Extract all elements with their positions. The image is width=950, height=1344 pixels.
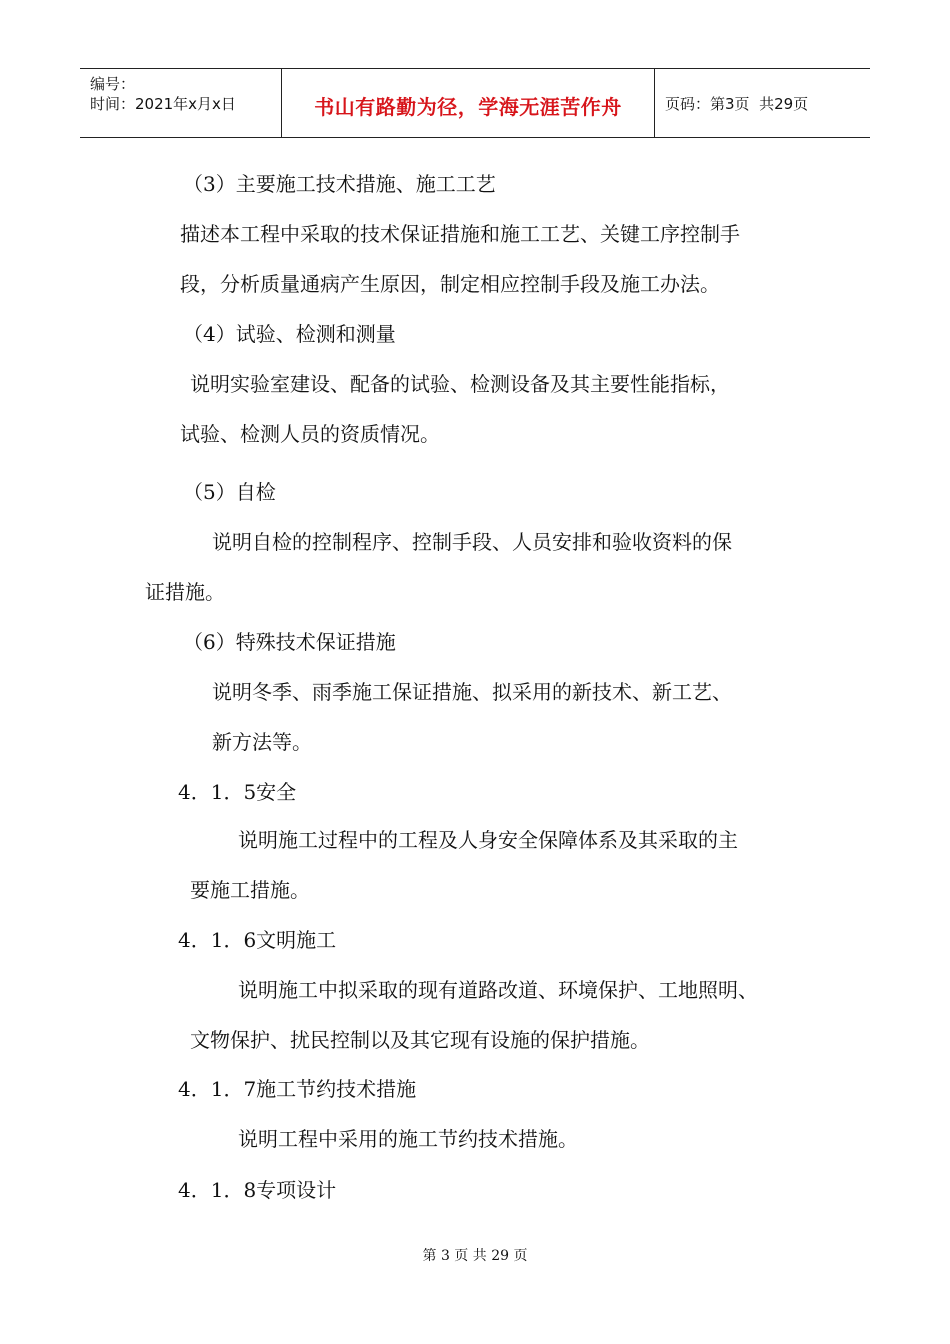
doc-date-label: 时间：2021年x月x日 xyxy=(90,95,236,113)
page-header xyxy=(80,68,870,138)
doc-code-label: 编号： xyxy=(90,75,136,93)
header-middle-cell xyxy=(282,69,655,137)
heading-6: （6）特殊技术保证措施 xyxy=(183,630,396,654)
paragraph-line: 新方法等。 xyxy=(212,730,312,754)
header-page-label: 页码：第3页 共29页 xyxy=(665,95,809,113)
paragraph-line: 说明工程中采用的施工节约技术措施。 xyxy=(238,1127,578,1151)
heading-5: （5）自检 xyxy=(183,480,276,504)
paragraph-line: 描述本工程中采取的技术保证措施和施工工艺、关键工序控制手 xyxy=(180,222,740,246)
section-heading: 4．1．7施工节约技术措施 xyxy=(178,1077,417,1101)
header-left-cell xyxy=(80,69,282,137)
section-heading: 4．1．8专项设计 xyxy=(178,1178,337,1202)
paragraph-line: 证措施。 xyxy=(145,580,225,604)
paragraph-line: 说明施工中拟采取的现有道路改道、环境保护、工地照明、 xyxy=(238,978,758,1002)
paragraph-line: 文物保护、扰民控制以及其它现有设施的保护措施。 xyxy=(190,1028,650,1052)
paragraph-line: 说明自检的控制程序、控制手段、人员安排和验收资料的保 xyxy=(212,530,732,554)
heading-3: （3）主要施工技术措施、施工工艺 xyxy=(183,172,496,196)
paragraph-line: 试验、检测人员的资质情况。 xyxy=(180,422,440,446)
section-heading: 4．1．5安全 xyxy=(178,780,297,804)
paragraph-line: 段，分析质量通病产生原因，制定相应控制手段及施工办法。 xyxy=(180,272,720,296)
paragraph-line: 要施工措施。 xyxy=(190,878,310,902)
header-right-cell xyxy=(655,69,870,137)
section-heading: 4．1．6文明施工 xyxy=(178,928,337,952)
header-motto: 书山有路勤为径，学海无涯苦作舟 xyxy=(314,95,622,119)
page-footer: 第 3 页 共 29 页 xyxy=(422,1248,528,1264)
heading-4: （4）试验、检测和测量 xyxy=(183,322,396,346)
paragraph-line: 说明实验室建设、配备的试验、检测设备及其主要性能指标， xyxy=(190,372,730,396)
paragraph-line: 说明施工过程中的工程及人身安全保障体系及其采取的主 xyxy=(238,828,738,852)
paragraph-line: 说明冬季、雨季施工保证措施、拟采用的新技术、新工艺、 xyxy=(212,680,732,704)
